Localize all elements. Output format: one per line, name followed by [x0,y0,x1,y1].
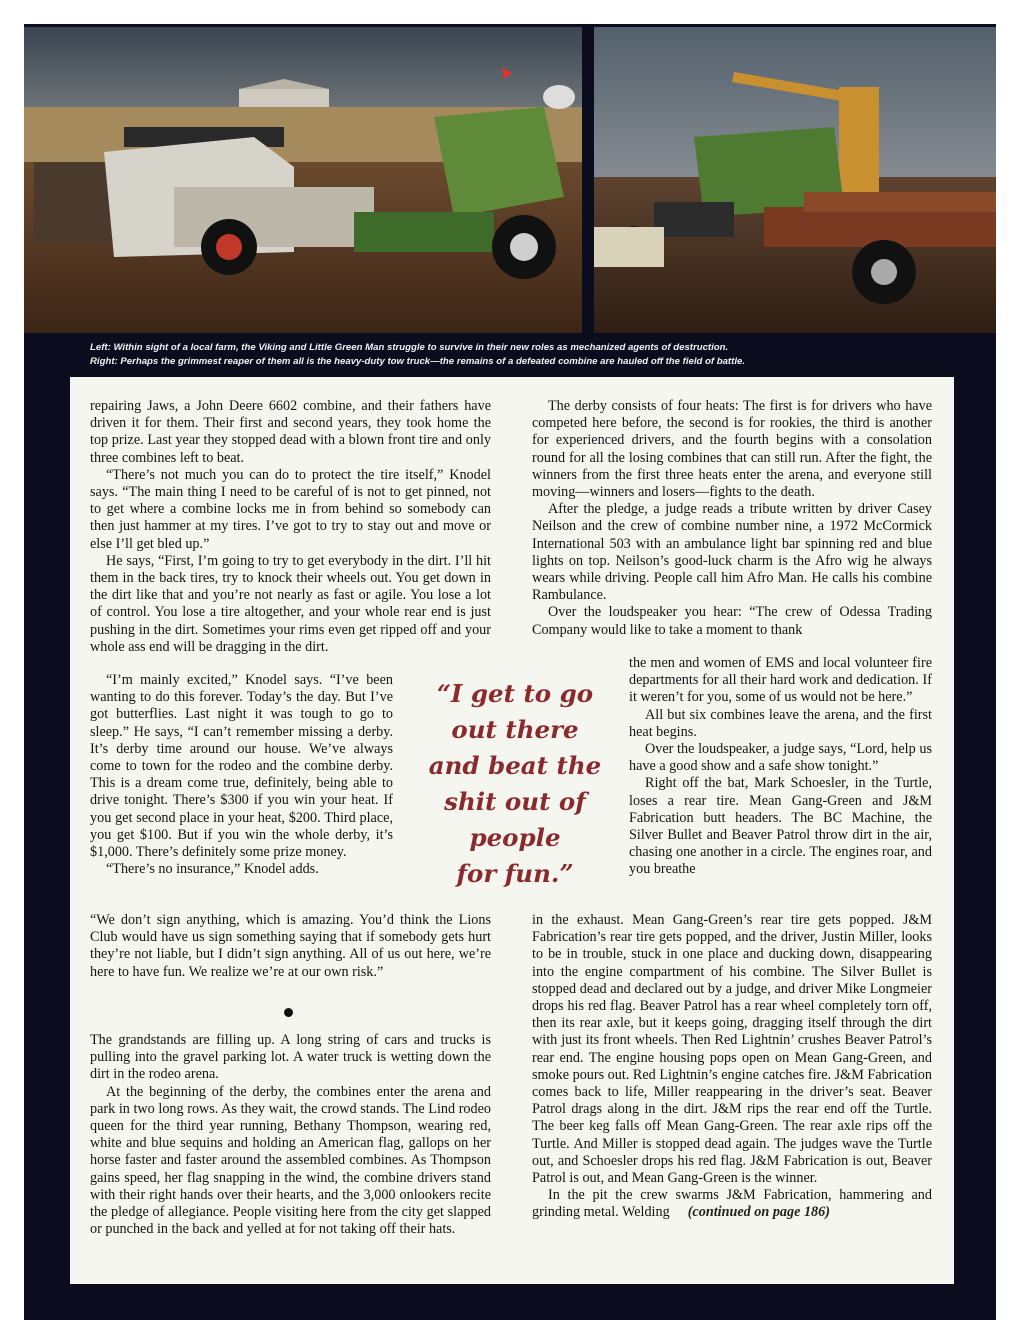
column-2-narrow [629,655,932,879]
paragraph: All but six combines leave the arena, and the first heat begins. [629,706,932,740]
paragraph: After the pledge, a judge reads a tribute written by driver Casey Neilson and the crew of combine number nine, a 1972 McCormick International 503 with an ambulance light bar spinning red and blue lights on top. Neilson’s good-luck charm is the Afro wig he always wears while driving. People call him Afro Man. He calls his combine Rambulance. [532,501,932,604]
paragraph: the men and women of EMS and local volunteer fire departments for all their hard work and dedication. If it weren’t for you, some of us would not be here.” [629,655,932,706]
paragraph: “There’s no insurance,” Knodel adds. [106,861,319,878]
caption-right: Right: Perhaps the grimmest reaper of them all is the heavy-duty tow truck—the remains of a defeated combine are hauled off the field of battle. [90,356,745,367]
column-1-mid [90,912,491,981]
paragraph: He says, “First, I’m going to try to get everybody in the dirt. I’ll hit them in the back tires, try to knock their wheels out. You get down in the dirt like that and you’re not nearly as fast or agile. You lose a lot of control. You lose a tire altogether, and your whole rear end is just pushing in the dirt. Sometimes your rims even get ripped off and your whole ass end will be dragging in the dirt. [90,552,491,655]
column-2-top [532,398,932,639]
pull-quote-line: for fun.” [456,859,574,888]
tow-truck-photo-right [594,27,996,333]
paragraph: The derby consists of four heats: The first is for drivers who have competed here before, the second is for rookies, the third is another for experienced drivers, and the fourth begins with a consolation round for all the losing combines that can still run. After the fight, the winners from the first three heats enter the arena, and everyone still moving—winners and losers—fights to the death. [532,398,932,501]
pull-quote-line: shit out of [444,787,586,816]
pull-quote-line: and beat the [428,751,602,780]
paragraph: “I’m mainly excited,” Knodel says. “I’ve been wanting to do this forever. Today’s the day. But I’ve got butterflies. Last night it was tough to go to sleep.” He says, “I can’t remember missing a derby. It’s derby time around our house. We’ve always come to town for the rodeo and the combine derby. This is a dream come true, definitely, being able to drive tonight. There’s $300 if you win your heat. If you get second place in your heat, $200. Third place, you get $100. But if you win the whole derby, it’s $1,000. There’s definitely some prize money. [90,672,393,861]
column-1-bottom [90,1032,491,1238]
caption-left: Left: Within sight of a local farm, the Viking and Little Green Man struggle to survive in their new roles as mechanized agents of destruction. [90,342,729,353]
pull-quote-line: out there [451,715,579,744]
pull-quote [420,676,610,892]
column-2-bottom [532,912,932,1222]
pull-quote-line: “I get to go [436,679,594,708]
column-1-narrow [90,672,393,878]
paragraph: At the beginning of the derby, the combines enter the arena and park in two long rows. As they wait, the crowd stands. The Lind rodeo queen for the third year running, Bethany Thompson, wearing red, white and blue sequins and holding an American flag, gallops on her horse faster and faster around the assembled combines. As Thompson gains speed, her flag snapping in the wind, the combine drivers stand with their right hands over their hearts, and the 3,000 onlookers recite the pledge of allegiance. People visiting here from the city get slapped or punched in the back and yelled at for not taking off their hats. [90,1083,491,1238]
paragraph [532,1187,932,1221]
paragraph: repairing Jaws, a John Deere 6602 combine, and their fathers have driven it for them. Their first and second years, they took home the top prize. Last year they stopped dead with a blown front tire and only three combines left to beat. [90,398,491,466]
photo-caption [90,341,970,369]
paragraph: “We don’t sign anything, which is amazing. You’d think the Lions Club would have us sign something saying that if somebody gets hurt they’re not liable, but I didn’t sign anything. All of us out here, we’re here to have fun. We realize we’re at our own risk.” [90,912,491,980]
paragraph: Over the loudspeaker you hear: “The crew of Odessa Trading Company would like to take a moment to thank [532,604,932,638]
paragraph-text: In the pit the crew swarms J&M Fabrication, hammering and grinding metal. Welding [532,1187,932,1221]
continued-note: (continued on page 186) [687,1204,830,1221]
combine-derby-photo-left [24,27,582,333]
column-1-top [90,398,491,656]
pull-quote-line: people [469,823,561,852]
paragraph: Right off the bat, Mark Schoesler, in the Turtle, loses a rear tire. Mean Gang-Green and J&M Fabrication butt headers. The BC Machine, the Silver Bullet and Beaver Patrol throw dirt in the air, chasing one another in a circle. The engines roar, and you breathe [629,775,932,878]
paragraph: “There’s not much you can do to protect the tire itself,” Knodel says. “The main thing I need to be careful of is not to get pinned, not to get where a combine locks me in from behind so somebody can then just hammer at my tires. I’ve got to try to stay out and move or else I’ll get bled up.” [90,466,491,552]
paragraph: Over the loudspeaker, a judge says, “Lord, help us have a good show and a safe show tonight.” [629,741,932,775]
paragraph: in the exhaust. Mean Gang-Green’s rear tire gets popped. J&M Fabrication’s rear tire gets popped, and the driver, Justin Miller, looks to be in trouble, stuck in one place and ducking down, disappearing into the engine compartment of his combine. The Silver Bullet is stopped dead and declared out by a judge, and driver Mike Longmeier drops his red flag. Beaver Patrol has a rear wheel completely torn off, then its rear axle, but it keeps going, dragging itself through the dirt with just its front wheels. Then Red Lightnin’ crushes Beaver Patrol’s rear end. The engine housing pops open on Mean Gang-Green, and smoke pours out. Red Lightnin’s engine catches fire. J&M Fabrication comes back to life, Miller reappearing in the driver’s seat. Beaver Patrol drags along in the dirt. J&M rips the rear end off the Turtle. The beer keg falls off Mean Gang-Green. The rear axle rips off the Turtle. And Miller is stopped dead again. The judges wave the Turtle out, and Schoesler drops his red flag. J&M Fabrication is out, Beaver Patrol is out, and Mean Gang-Green is the winner. [532,912,932,1187]
section-break-bullet [284,1008,293,1017]
paragraph: The grandstands are filling up. A long string of cars and trucks is pulling into the gravel parking lot. A water truck is wetting down the dirt in the rodeo arena. [90,1032,491,1083]
